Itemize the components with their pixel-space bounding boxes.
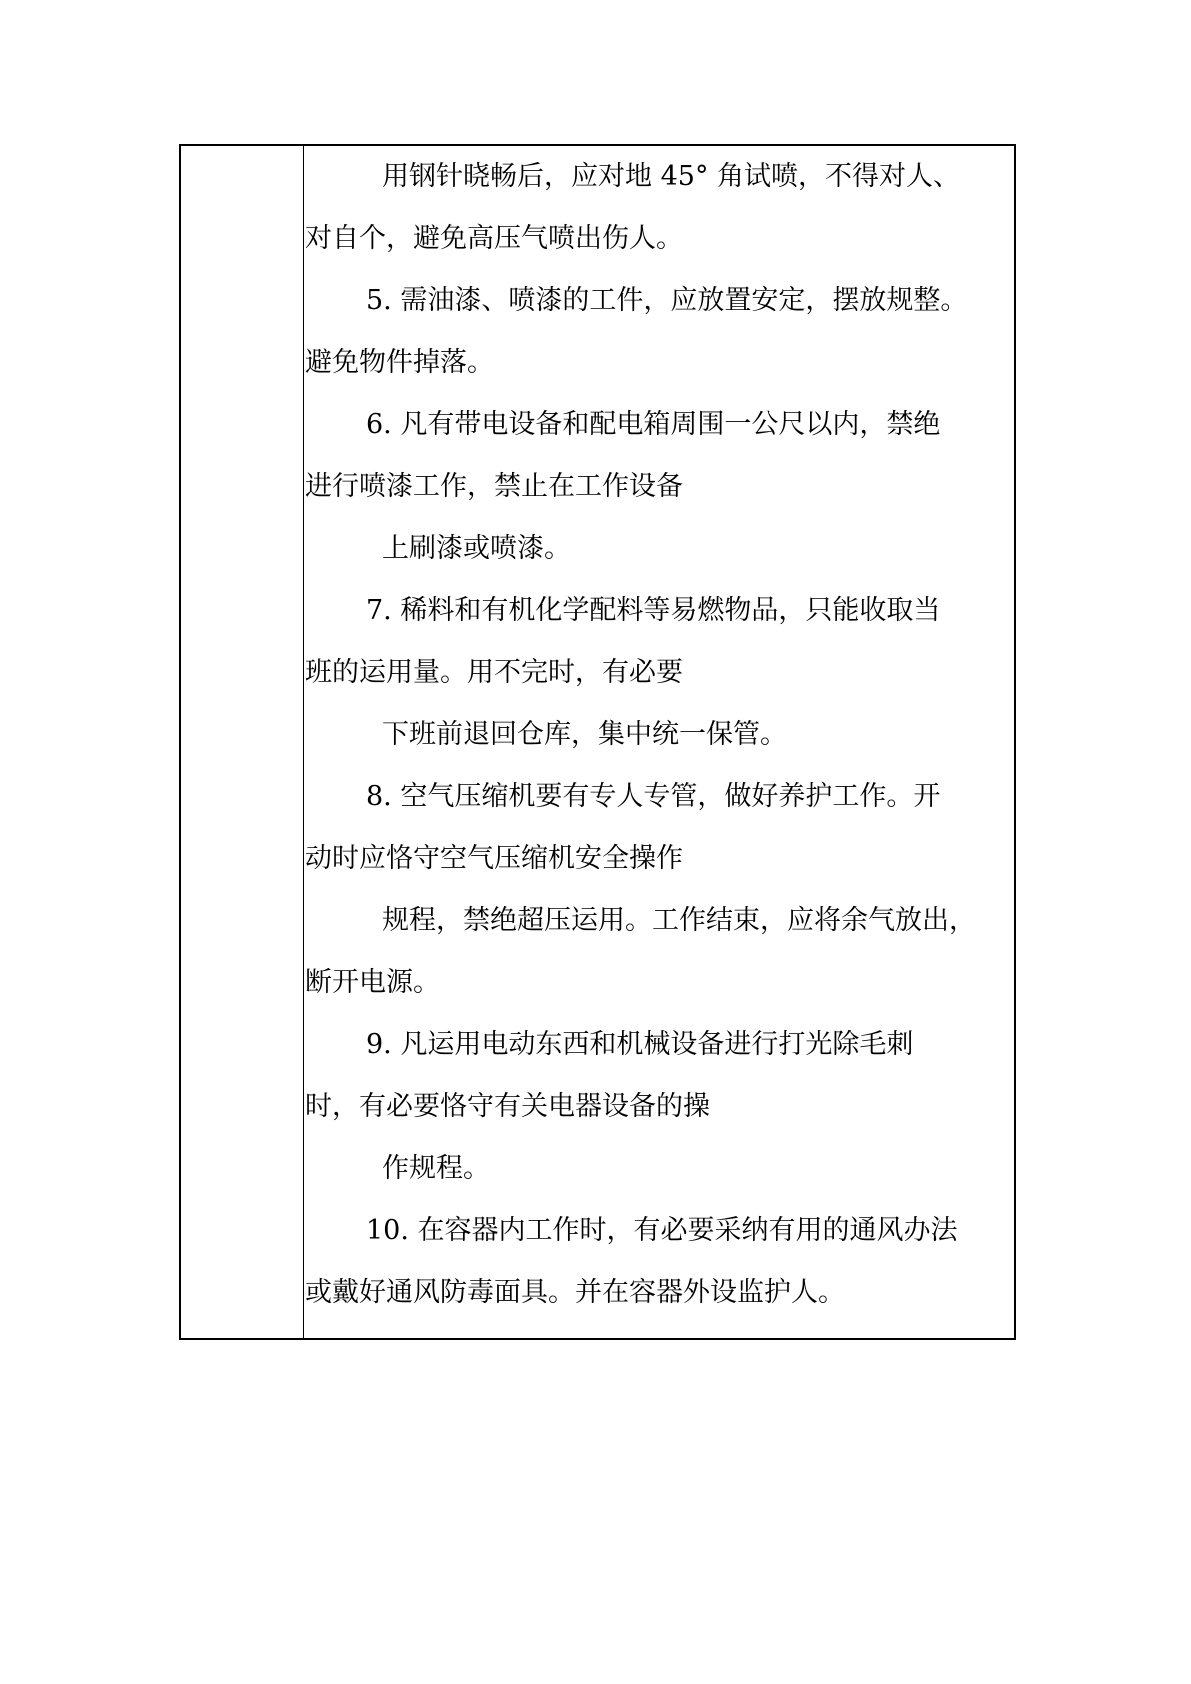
content-cell	[305, 146, 1014, 1338]
text-line: 7. 稀料和有机化学配料等易燃物品，只能收取当	[366, 595, 941, 626]
text-line: 或戴好通风防毒面具。并在容器外设监护人。	[305, 1277, 845, 1308]
text-line: 8. 空气压缩机要有专人专管，做好养护工作。开	[366, 781, 941, 812]
text-line: 下班前退回仓库，集中统一保管。	[382, 719, 787, 750]
text-line: 上刷漆或喷漆。	[382, 533, 571, 564]
text-line: 规程，禁绝超压运用。工作结束，应将余气放出，	[382, 905, 976, 936]
text-line: 9. 凡运用电动东西和机械设备进行打光除毛刺	[366, 1029, 914, 1060]
text-line: 班的运用量。用不完时，有必要	[305, 657, 683, 688]
text-line: 6. 凡有带电设备和配电箱周围一公尺以内，禁绝	[366, 409, 941, 440]
document-table	[179, 144, 1016, 1340]
text-line: 动时应恪守空气压缩机安全操作	[305, 843, 683, 874]
text-line: 进行喷漆工作，禁止在工作设备	[305, 471, 683, 502]
text-line: 时，有必要恪守有关电器设备的操	[305, 1091, 710, 1122]
text-line: 10. 在容器内工作时，有必要采纳有用的通风办法	[366, 1215, 958, 1246]
left-column-cell	[181, 146, 303, 1338]
column-divider	[303, 146, 304, 1338]
text-line: 作规程。	[382, 1153, 490, 1184]
text-line: 5. 需油漆、喷漆的工件，应放置安定，摆放规整。	[366, 285, 968, 316]
text-line: 对自个，避免高压气喷出伤人。	[305, 223, 683, 254]
text-line: 避免物件掉落。	[305, 347, 494, 378]
text-line: 断开电源。	[305, 967, 440, 998]
text-line: 用钢针晓畅后，应对地 45° 角试喷，不得对人、	[382, 161, 961, 192]
